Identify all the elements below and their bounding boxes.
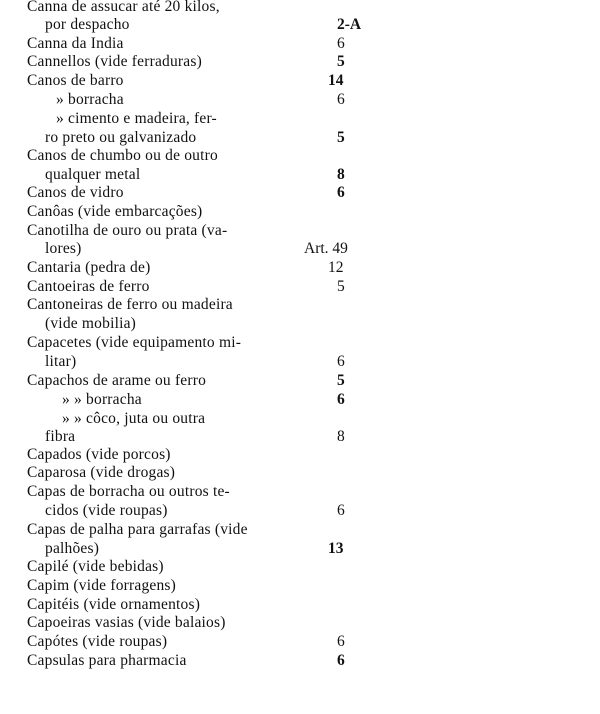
- entry-article-number: 6: [337, 502, 345, 519]
- entry-term: litar): [45, 353, 77, 370]
- entry-term: Canotilha de ouro ou prata (va-: [27, 222, 228, 239]
- index-entry: [0, 110, 600, 128]
- index-entry: [0, 296, 600, 314]
- index-entry: [0, 614, 600, 632]
- index-entry: [0, 596, 600, 614]
- entry-term: palhões): [45, 540, 100, 557]
- index-entry: [0, 16, 600, 34]
- entry-term: Canna de assucar até 20 kilos,: [27, 0, 220, 15]
- entry-article-number: 6: [337, 652, 345, 669]
- entry-term: qualquer metal: [45, 166, 141, 183]
- entry-article-number: 8: [337, 166, 345, 183]
- entry-article-number: 5: [337, 372, 345, 389]
- entry-article-number: Art. 49: [304, 240, 348, 257]
- entry-article-number: 6: [337, 353, 345, 370]
- entry-term: Capilé (vide bebidas): [27, 558, 164, 575]
- entry-term: Canôas (vide embarcações): [27, 203, 203, 220]
- entry-term: Caparosa (vide drogas): [27, 464, 176, 481]
- index-entry: [0, 446, 600, 464]
- index-entry: [0, 166, 600, 184]
- index-entry: [0, 184, 600, 202]
- entry-term: Capas de borracha ou outros te-: [27, 483, 230, 500]
- entry-article-number: 8: [337, 428, 345, 445]
- entry-term: Capachos de arame ou ferro: [27, 372, 207, 389]
- entry-term: Cannellos (vide ferraduras): [27, 53, 202, 70]
- entry-term: Canos de vidro: [27, 184, 124, 201]
- entry-article-number: 6: [337, 184, 345, 201]
- entry-article-number: 5: [337, 53, 345, 70]
- index-entry: [0, 129, 600, 147]
- entry-article-number: 6: [337, 91, 345, 108]
- entry-term: » » côco, juta ou outra: [62, 410, 206, 427]
- entry-term: lores): [45, 240, 82, 257]
- entry-term: » borracha: [56, 91, 124, 108]
- entry-term: Capas de palha para garrafas (vide: [27, 521, 248, 538]
- index-entry: [0, 464, 600, 482]
- index-entry: [0, 278, 600, 296]
- entry-article-number: 6: [337, 391, 345, 408]
- index-entry: [0, 558, 600, 576]
- index-entry: [0, 521, 600, 539]
- index-entry: [0, 502, 600, 520]
- entry-term: Canna da India: [27, 35, 124, 52]
- entry-term: Cantaria (pedra de): [27, 259, 151, 276]
- entry-term: Capoeiras vasias (vide balaios): [27, 614, 226, 631]
- entry-term: ro preto ou galvanizado: [45, 129, 197, 146]
- index-entry: [0, 91, 600, 109]
- index-entry: [0, 334, 600, 352]
- index-entry: [0, 72, 600, 90]
- entry-term: » cimento e madeira, fer-: [56, 110, 217, 127]
- index-entry: [0, 259, 600, 277]
- entry-term: Capim (vide forragens): [27, 577, 177, 594]
- index-entry: [0, 540, 600, 558]
- entry-term: Capsulas para pharmacia: [27, 652, 187, 669]
- index-entry: [0, 410, 600, 428]
- index-entry: [0, 203, 600, 221]
- entry-term: Cantoeiras de ferro: [27, 278, 150, 295]
- index-entry: [0, 372, 600, 390]
- index-entry: [0, 240, 600, 258]
- entry-term: » » borracha: [62, 391, 142, 408]
- entry-article-number: 6: [337, 633, 345, 650]
- entry-term: (vide mobilia): [45, 315, 137, 332]
- index-entry: [0, 633, 600, 651]
- entry-article-number: 5: [337, 129, 345, 146]
- index-entry: [0, 53, 600, 71]
- entry-article-number: 2-A: [337, 16, 362, 33]
- index-entry: [0, 652, 600, 670]
- entry-term: Capados (vide porcos): [27, 446, 171, 463]
- entry-term: cidos (vide roupas): [45, 502, 168, 519]
- index-entry: [0, 222, 600, 240]
- index-entry: [0, 35, 600, 53]
- entry-article-number: 12: [328, 259, 344, 276]
- index-entry: [0, 428, 600, 446]
- index-entry: [0, 353, 600, 371]
- entry-article-number: 13: [328, 540, 344, 557]
- entry-term: Capacetes (vide equipamento mi-: [27, 334, 242, 351]
- entry-term: por despacho: [45, 16, 130, 33]
- entry-term: fibra: [45, 428, 76, 445]
- index-entry: [0, 0, 600, 16]
- index-entry: [0, 577, 600, 595]
- entry-article-number: 5: [337, 278, 345, 295]
- entry-article-number: 14: [328, 72, 344, 89]
- index-entry: [0, 391, 600, 409]
- index-entry: [0, 315, 600, 333]
- entry-term: Capótes (vide roupas): [27, 633, 168, 650]
- entry-term: Canos de chumbo ou de outro: [27, 147, 218, 164]
- entry-term: Capitéis (vide ornamentos): [27, 596, 201, 613]
- entry-article-number: 6: [337, 35, 345, 52]
- entry-term: Cantoneiras de ferro ou madeira: [27, 296, 233, 313]
- entry-term: Canos de barro: [27, 72, 124, 89]
- index-entry: [0, 483, 600, 501]
- index-entry: [0, 147, 600, 165]
